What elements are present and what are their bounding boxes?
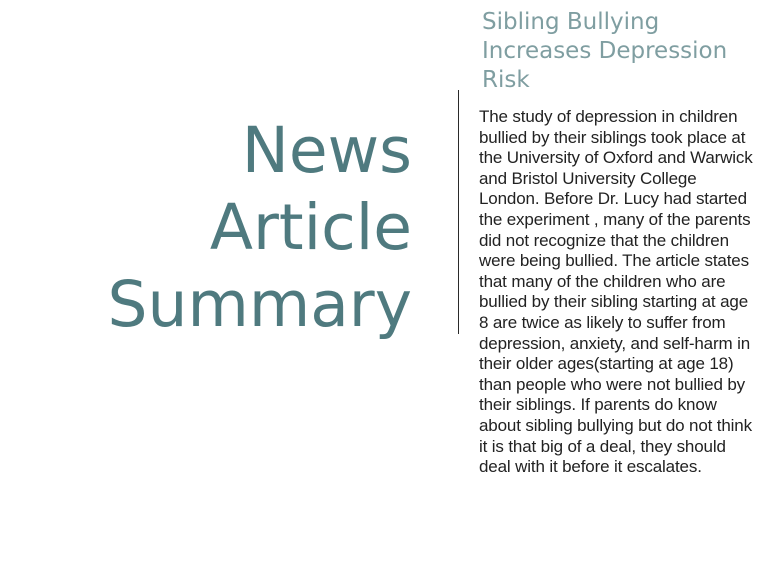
slide-title	[108, 112, 412, 343]
article-summary-text: The study of depression in children bullied by their siblings took place at the University of Oxford and Warwick and Bristol University College London. Before Dr. Lucy had started the experiment , many of the parents did not recognize that the children were being bullied. The article states that many of the children who are bullied by their sibling starting at age 8 are twice as likely to suffer from depression, anxiety, and self-harm in their older ages(starting at age 18) than people who were not bullied by their siblings. If parents do know about sibling bullying but do not think it is that big of a deal, they should deal with it before it escalates.	[479, 107, 753, 477]
article-headline: Sibling Bullying Increases Depression Risk	[482, 9, 728, 93]
slide-title-line-2: Article	[209, 191, 412, 264]
vertical-divider	[458, 90, 459, 334]
slide-title-line-1: News	[241, 114, 412, 187]
slide-title-line-3: Summary	[107, 268, 412, 341]
